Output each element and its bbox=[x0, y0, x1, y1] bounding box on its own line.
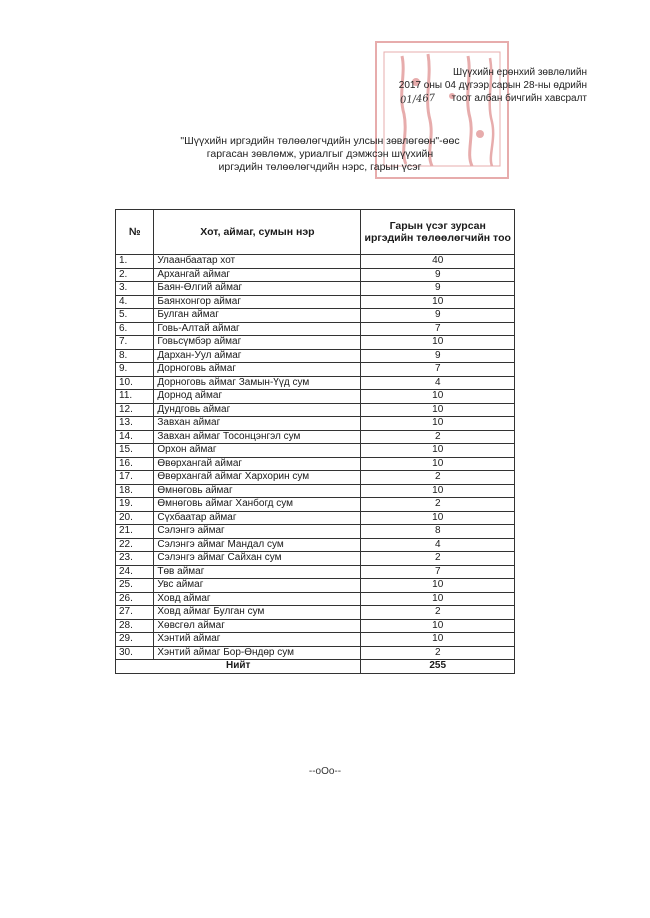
row-count: 10 bbox=[361, 295, 515, 309]
table-row bbox=[116, 363, 515, 377]
row-number: 21. bbox=[116, 525, 154, 539]
row-count: 10 bbox=[361, 633, 515, 647]
table-row bbox=[116, 633, 515, 647]
row-count: 10 bbox=[361, 579, 515, 593]
row-name: Сэлэнгэ аймаг Сайхан сум bbox=[154, 552, 361, 566]
row-name: Баянхонгор аймаг bbox=[154, 295, 361, 309]
row-name: Говь-Алтай аймаг bbox=[154, 322, 361, 336]
table-row bbox=[116, 619, 515, 633]
row-number: 25. bbox=[116, 579, 154, 593]
row-count: 10 bbox=[361, 417, 515, 431]
table-row bbox=[116, 538, 515, 552]
row-count: 2 bbox=[361, 498, 515, 512]
row-count: 10 bbox=[361, 336, 515, 350]
row-number: 17. bbox=[116, 471, 154, 485]
row-name: Хэнтий аймаг bbox=[154, 633, 361, 647]
row-name: Сэлэнгэ аймаг bbox=[154, 525, 361, 539]
header-name: Хот, аймаг, сумын нэр bbox=[154, 210, 361, 255]
row-number: 29. bbox=[116, 633, 154, 647]
row-number: 16. bbox=[116, 457, 154, 471]
annex-line: тоот албан бичгийн хавсралт bbox=[451, 93, 587, 104]
row-name: Увс аймаг bbox=[154, 579, 361, 593]
row-number: 5. bbox=[116, 309, 154, 323]
row-count: 9 bbox=[361, 349, 515, 363]
row-number: 4. bbox=[116, 295, 154, 309]
row-count: 9 bbox=[361, 309, 515, 323]
row-name: Сэлэнгэ аймаг Мандал сум bbox=[154, 538, 361, 552]
title-line: гаргасан зөвлөмж, уриалгыг дэмжсэн шүүхийн bbox=[206, 148, 434, 160]
row-name: Ховд аймаг bbox=[154, 592, 361, 606]
row-number: 9. bbox=[116, 363, 154, 377]
row-name: Говьсүмбэр аймаг bbox=[154, 336, 361, 350]
row-count: 40 bbox=[361, 255, 515, 269]
row-number: 8. bbox=[116, 349, 154, 363]
header-count: Гарын үсэг зурсан иргэдийн төлөөлөгчийн тоо bbox=[361, 210, 515, 255]
row-count: 7 bbox=[361, 322, 515, 336]
row-name: Хөвсгөл аймаг bbox=[154, 619, 361, 633]
row-name: Төв аймаг bbox=[154, 565, 361, 579]
row-count: 10 bbox=[361, 403, 515, 417]
row-count: 2 bbox=[361, 552, 515, 566]
table-row bbox=[116, 444, 515, 458]
row-count: 9 bbox=[361, 268, 515, 282]
row-count: 10 bbox=[361, 390, 515, 404]
title-line: "Шүүхийн иргэдийн төлөөлөгчдийн улсын зөвлөгөөн"-өөс bbox=[180, 135, 460, 147]
table-row bbox=[116, 565, 515, 579]
row-name: Өвөрхангай аймаг bbox=[154, 457, 361, 471]
row-name: Сүхбаатар аймаг bbox=[154, 511, 361, 525]
row-number: 10. bbox=[116, 376, 154, 390]
table-row bbox=[116, 646, 515, 660]
row-number: 2. bbox=[116, 268, 154, 282]
row-number: 11. bbox=[116, 390, 154, 404]
row-count: 4 bbox=[361, 376, 515, 390]
row-count: 10 bbox=[361, 592, 515, 606]
row-number: 13. bbox=[116, 417, 154, 431]
table-body bbox=[116, 255, 515, 660]
row-number: 1. bbox=[116, 255, 154, 269]
row-name: Дорноговь аймаг Замын-Үүд сум bbox=[154, 376, 361, 390]
row-number: 15. bbox=[116, 444, 154, 458]
table-row bbox=[116, 471, 515, 485]
row-number: 20. bbox=[116, 511, 154, 525]
table-row bbox=[116, 376, 515, 390]
table-row bbox=[116, 592, 515, 606]
row-name: Дархан-Уул аймаг bbox=[154, 349, 361, 363]
row-name: Завхан аймаг Тосонцэнгэл сум bbox=[154, 430, 361, 444]
table-row bbox=[116, 579, 515, 593]
table-row bbox=[116, 282, 515, 296]
row-name: Завхан аймаг bbox=[154, 417, 361, 431]
table-row bbox=[116, 403, 515, 417]
row-count: 7 bbox=[361, 565, 515, 579]
table-row bbox=[116, 511, 515, 525]
row-number: 24. bbox=[116, 565, 154, 579]
row-number: 19. bbox=[116, 498, 154, 512]
row-number: 12. bbox=[116, 403, 154, 417]
row-name: Өвөрхангай аймаг Хархорин сум bbox=[154, 471, 361, 485]
row-name: Ховд аймаг Булган сум bbox=[154, 606, 361, 620]
row-name: Өмнөговь аймаг bbox=[154, 484, 361, 498]
table-row bbox=[116, 552, 515, 566]
row-name: Улаанбаатар хот bbox=[154, 255, 361, 269]
row-number: 22. bbox=[116, 538, 154, 552]
row-count: 2 bbox=[361, 646, 515, 660]
table-header-row bbox=[116, 210, 515, 255]
total-label: Нийт bbox=[116, 660, 361, 674]
row-name: Дорноговь аймаг bbox=[154, 363, 361, 377]
row-name: Хэнтий аймаг Бор-Өндөр сум bbox=[154, 646, 361, 660]
document-title bbox=[140, 135, 500, 174]
row-count: 10 bbox=[361, 484, 515, 498]
row-number: 23. bbox=[116, 552, 154, 566]
title-line: иргэдийн төлөөлөгчдийн нэрс, гарын үсэг bbox=[218, 161, 422, 173]
annex-line: 2017 оны 04 дүгээр сарын 28-ны өдрийн bbox=[398, 80, 587, 91]
row-count: 2 bbox=[361, 471, 515, 485]
end-mark: --oOo-- bbox=[308, 766, 342, 777]
table-row bbox=[116, 457, 515, 471]
row-number: 28. bbox=[116, 619, 154, 633]
table-row bbox=[116, 349, 515, 363]
total-value: 255 bbox=[361, 660, 515, 674]
row-count: 8 bbox=[361, 525, 515, 539]
table-row bbox=[116, 322, 515, 336]
row-name: Дорнод аймаг bbox=[154, 390, 361, 404]
row-number: 14. bbox=[116, 430, 154, 444]
registration-number: 01/467 bbox=[399, 92, 436, 107]
row-name: Баян-Өлгий аймаг bbox=[154, 282, 361, 296]
row-name: Дундговь аймаг bbox=[154, 403, 361, 417]
row-number: 18. bbox=[116, 484, 154, 498]
row-count: 10 bbox=[361, 457, 515, 471]
table-row bbox=[116, 430, 515, 444]
row-name: Архангай аймаг bbox=[154, 268, 361, 282]
row-name: Орхон аймаг bbox=[154, 444, 361, 458]
row-number: 30. bbox=[116, 646, 154, 660]
row-name: Булган аймаг bbox=[154, 309, 361, 323]
table-row bbox=[116, 309, 515, 323]
table-row bbox=[116, 295, 515, 309]
row-count: 7 bbox=[361, 363, 515, 377]
total-row bbox=[116, 660, 515, 674]
row-number: 27. bbox=[116, 606, 154, 620]
row-number: 6. bbox=[116, 322, 154, 336]
table-row bbox=[116, 336, 515, 350]
table-row bbox=[116, 255, 515, 269]
row-count: 10 bbox=[361, 444, 515, 458]
row-count: 9 bbox=[361, 282, 515, 296]
table-row bbox=[116, 390, 515, 404]
row-count: 2 bbox=[361, 430, 515, 444]
row-number: 26. bbox=[116, 592, 154, 606]
row-count: 2 bbox=[361, 606, 515, 620]
row-count: 4 bbox=[361, 538, 515, 552]
table-row bbox=[116, 268, 515, 282]
annex-line: Шүүхийн ерөнхий зөвлөлийн bbox=[453, 67, 587, 78]
header-number: № bbox=[116, 210, 154, 255]
table-row bbox=[116, 525, 515, 539]
row-number: 7. bbox=[116, 336, 154, 350]
table-row bbox=[116, 484, 515, 498]
table-row bbox=[116, 606, 515, 620]
table-row bbox=[116, 498, 515, 512]
table-row bbox=[116, 417, 515, 431]
row-name: Өмнөговь аймаг Ханбогд сум bbox=[154, 498, 361, 512]
row-count: 10 bbox=[361, 619, 515, 633]
row-number: 3. bbox=[116, 282, 154, 296]
row-count: 10 bbox=[361, 511, 515, 525]
signatures-table bbox=[115, 209, 515, 674]
